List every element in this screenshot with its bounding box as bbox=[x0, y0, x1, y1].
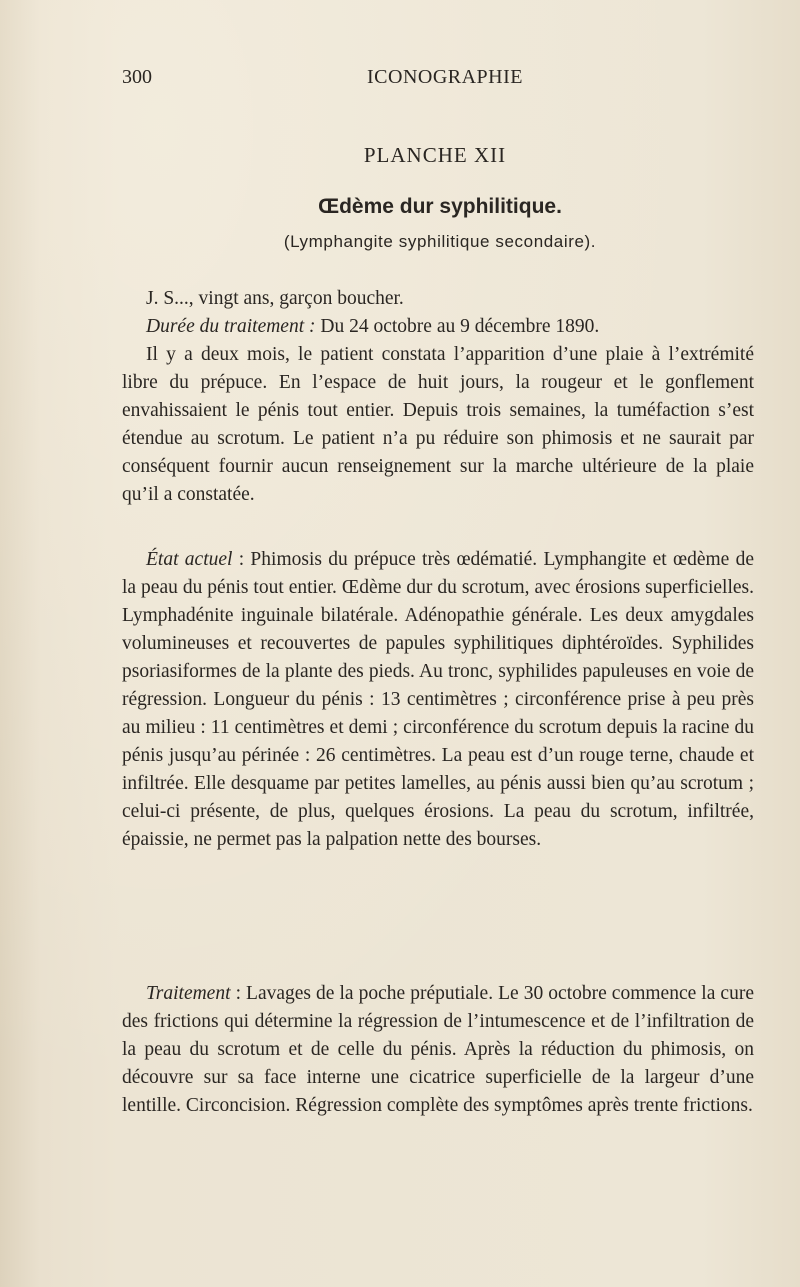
plate-title: Œdème dur syphilitique. bbox=[318, 195, 562, 218]
duration-label: Durée du traitement : bbox=[146, 316, 316, 337]
plate-subtitle: (Lymphangite syphilitique secondaire). bbox=[283, 232, 597, 251]
current-state-label: État actuel bbox=[146, 549, 233, 570]
running-title: ICONOGRAPHIE bbox=[367, 66, 523, 88]
patient-line: J. S..., vingt ans, garçon boucher. bbox=[146, 288, 404, 309]
current-state-section bbox=[122, 546, 754, 854]
current-state-paragraph bbox=[122, 546, 754, 854]
treatment-section bbox=[122, 980, 754, 1120]
treatment-label: Traitement bbox=[146, 983, 231, 1004]
current-state-text: : Phimosis du prépuce très œdématié. Lymphangite et œdème de la peau du pénis tout entier. Œdème dur du scrotum, avec érosions superficielles. Lymphadénite inguinale bilatérale. Adénopathie générale. Les deux amygdales volumineuses et recouvertes de papules syphilitiques diphtéroïdes. Syphilides psoriasiformes de la plante des pieds. Au tronc, syphilides papuleuses en voie de régression. Longueur du pénis : 13 centimètres ; circonférence prise à peu près au milieu : 11 centimètres et demi ; circonférence du scrotum depuis la racine du pénis jusqu’au périnée : 26 centimètres. La peau est d’un rouge terne, chaude et infiltrée. Elle desquame par petites lamelles, au pénis aussi bien qu’au scrotum ; celui-ci présente, de plus, quelques érosions. La peau du scrotum, infiltrée, épaissie, ne permet pas la palpation nette des bourses. bbox=[122, 549, 754, 850]
running-head bbox=[0, 66, 800, 92]
duration-text: Du 24 octobre au 9 décembre 1890. bbox=[315, 316, 600, 337]
page-number: 300 bbox=[122, 66, 152, 88]
treatment-paragraph bbox=[122, 980, 754, 1120]
case-history-section bbox=[122, 285, 754, 509]
history-paragraph: Il y a deux mois, le patient constata l’apparition d’une plaie à l’extrémité libre du prépuce. En l’espace de huit jours, la rougeur et le gonflement envahissaient le pénis tout entier. Depuis trois semaines, la tuméfaction s’est étendue au scrotum. Le patient n’a pu réduire son phimosis et ne saurait par conséquent fournir aucun renseignement sur la marche ultérieure de la plaie qu’il a constatée. bbox=[122, 344, 754, 505]
plate-number: PLANCHE XII bbox=[363, 143, 507, 167]
duration-line bbox=[122, 313, 754, 341]
treatment-text: : Lavages de la poche préputiale. Le 30 octobre commence la cure des frictions qui détermine la régression de l’intumescence et de l’infiltration de la peau du scrotum et de celle du pénis. Après la réduction du phimosis, on découvre sur sa face interne une cicatrice superficielle de la largeur d’une lentille. Circoncision. Régression complète des symptômes après trente frictions. bbox=[122, 983, 754, 1116]
